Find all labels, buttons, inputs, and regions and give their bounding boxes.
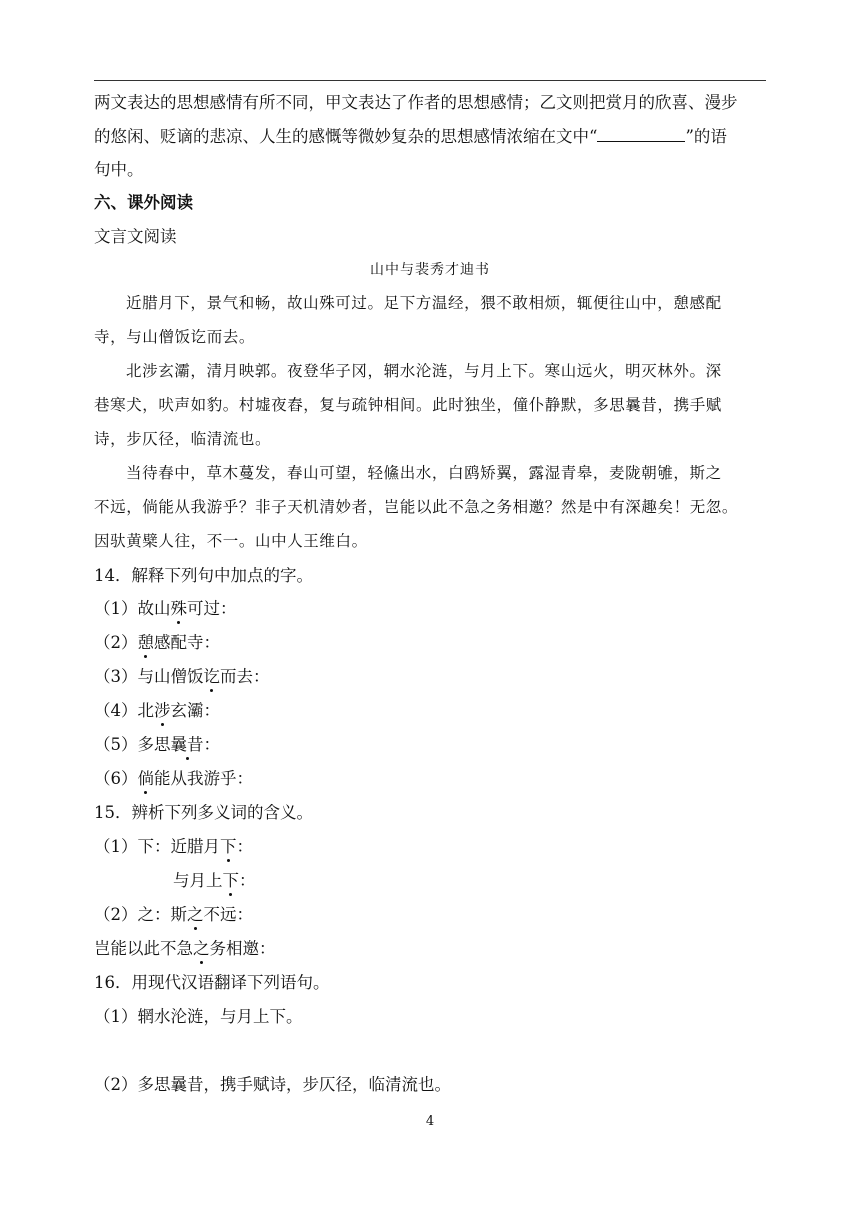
q15-item-1a xyxy=(94,837,253,857)
q14-item-1 xyxy=(94,599,237,619)
intro-line-2 xyxy=(94,127,727,147)
q15-item-1a-pre: （1）下：近腊月 xyxy=(94,837,220,856)
q14-item-5-dotted: 曩昔 xyxy=(170,735,204,754)
passage-line-4: 巷寒犬，吠声如豹。村墟夜舂，复与疏钟相间。此时独坐，僮仆静默，多思曩昔，携手赋 xyxy=(94,396,722,414)
q14-item-5-pre: （5）多思 xyxy=(94,735,171,754)
passage-line-6: 当待春中，草木蔓发，春山可望，轻鯈出水，白鸥矫翼，露湿青皋，麦陇朝雊，斯之 xyxy=(126,464,722,482)
header-rule xyxy=(94,80,766,81)
q15-item-2a xyxy=(94,905,253,925)
q14-item-3-dotted: 讫 xyxy=(203,667,220,686)
q14-item-3-pre: （3）与山僧饭 xyxy=(94,667,204,686)
fill-blank[interactable] xyxy=(597,127,685,142)
q14-item-6-dotted: 倘 xyxy=(137,769,154,788)
q14-item-1-dotted: 殊 xyxy=(170,599,187,618)
q14-item-4 xyxy=(94,701,220,721)
section-subheading: 文言文阅读 xyxy=(94,227,177,246)
q14-item-6 xyxy=(94,769,253,789)
passage-line-2: 寺，与山僧饭讫而去。 xyxy=(94,328,256,346)
q14-item-1-pre: （1）故山 xyxy=(94,599,171,618)
q16-stem: 16．用现代汉语翻译下列语句。 xyxy=(94,973,330,992)
q15-item-1b-pre: 与月上 xyxy=(173,871,223,890)
q14-item-4-dotted: 涉 xyxy=(154,701,171,720)
q15-stem: 15．辨析下列多义词的含义。 xyxy=(94,803,313,822)
q15-item-2b-dotted: 之 xyxy=(193,939,210,958)
q16-item-1: （1）辋水沦涟，与月上下。 xyxy=(94,1007,303,1026)
q15-item-2a-pre: （2）之：斯 xyxy=(94,905,187,924)
section-heading: 六、课外阅读 xyxy=(94,193,193,212)
q16-item-2: （2）多思曩昔，携手赋诗，步仄径，临清流也。 xyxy=(94,1075,451,1094)
q14-item-2 xyxy=(94,633,220,653)
passage-line-7: 不远，倘能从我游乎？非子天机清妙者，岂能以此不急之务相邀？然是中有深趣矣！无忽。 xyxy=(94,498,739,516)
q14-item-6-post: 能从我游乎： xyxy=(154,769,253,788)
q14-item-1-post: 可过： xyxy=(187,599,237,618)
page-number: 4 xyxy=(425,1114,435,1129)
q15-item-1b-dotted: 下 xyxy=(222,871,239,890)
intro-line-2-end: ”的语 xyxy=(685,127,727,146)
q15-item-1a-post: ： xyxy=(236,837,253,856)
q14-item-4-pre: （4）北 xyxy=(94,701,154,720)
q14-item-5-post: ： xyxy=(203,735,220,754)
passage-line-1: 近腊月下，景气和畅，故山殊可过。足下方温经，猥不敢相烦，辄便往山中，憩感配 xyxy=(126,294,722,312)
q14-item-3 xyxy=(94,667,270,687)
q14-item-6-pre: （6） xyxy=(94,769,138,788)
q14-item-3-post: 而去： xyxy=(220,667,270,686)
q15-item-2b-post: 务相邀： xyxy=(209,939,276,958)
q14-item-2-dotted: 憩 xyxy=(137,633,154,652)
passage-line-3: 北涉玄灞，清月映郭。夜登华子冈，辋水沦涟，与月上下。寒山远火，明灭林外。深 xyxy=(126,362,722,380)
q15-item-1b xyxy=(173,871,256,891)
passage-line-8: 因驮黄檗人往，不一。山中人王维白。 xyxy=(94,532,368,550)
q15-item-1a-dotted: 下 xyxy=(220,837,237,856)
passage-line-5: 诗，步仄径，临清流也。 xyxy=(94,430,272,448)
q14-item-5 xyxy=(94,735,220,755)
q15-item-2b xyxy=(94,939,276,959)
passage-title: 山中与裴秀才迪书 xyxy=(370,262,490,278)
q15-item-2a-dotted: 之 xyxy=(187,905,204,924)
q14-item-4-post: 玄灞： xyxy=(170,701,220,720)
q14-item-2-pre: （2） xyxy=(94,633,138,652)
intro-line-2-text: 的悠闲、贬谪的悲凉、人生的感慨等微妙复杂的思想感情浓缩在文中“ xyxy=(94,127,598,146)
intro-line-3: 句中。 xyxy=(94,160,144,179)
q14-stem: 14．解释下列句中加点的字。 xyxy=(94,566,313,585)
q15-item-1b-post: ： xyxy=(239,871,256,890)
q15-item-2a-post: 不远： xyxy=(203,905,253,924)
q15-item-2b-pre: 岂能以此不急 xyxy=(94,939,193,958)
intro-line-1: 两文表达的思想感情有所不同，甲文表达了作者的思想感情；乙文则把赏月的欣喜、漫步 xyxy=(94,93,738,112)
q14-item-2-post: 感配寺： xyxy=(154,633,220,652)
